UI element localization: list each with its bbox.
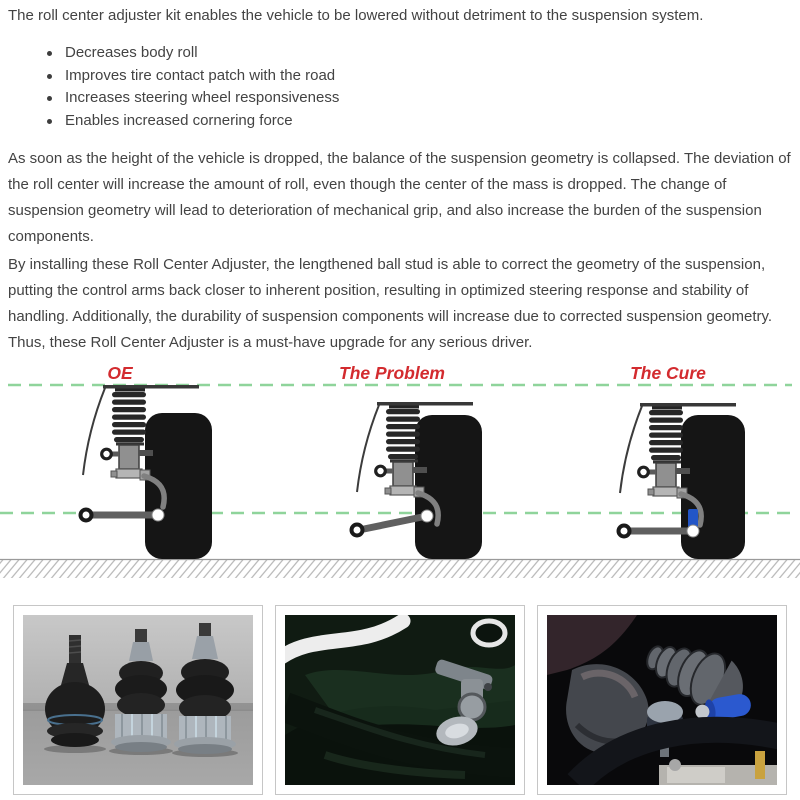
ball-joints-image xyxy=(23,615,253,785)
installed-adjuster-image xyxy=(547,615,777,785)
panel-oe xyxy=(81,385,213,559)
ball-joint xyxy=(687,525,699,537)
intro-paragraph: The roll center adjuster kit enables the vehicle to be lowered without detriment to the suspension system. xyxy=(8,7,704,24)
problem-paragraph: As soon as the height of the vehicle is dropped, the balance of the suspension geometry is collapsed. The deviation of the roll center will increase the amount of roll, even though the center of the mass is dropped. The change of suspension geometry will lead to deterioration of mechanical grip, and also increase the burden of the suspension components. xyxy=(8,150,791,245)
suspension-underside-image xyxy=(285,615,515,785)
photo-installed-adjuster xyxy=(537,605,787,795)
ball-joint xyxy=(152,509,164,521)
panel-problem xyxy=(352,402,483,559)
product-photos xyxy=(0,605,800,795)
pipe-opening xyxy=(473,621,505,645)
benefit-item: Improves tire contact patch with the road xyxy=(65,65,792,88)
benefit-item: Enables increased cornering force xyxy=(65,110,792,133)
photo-oe-suspension xyxy=(275,605,525,795)
tire xyxy=(415,415,482,559)
tire xyxy=(681,415,745,559)
ground-hatch xyxy=(0,560,800,579)
ball-joint xyxy=(421,510,433,522)
diagram-label-cure: The Cure xyxy=(630,363,706,383)
diagram-label-problem: The Problem xyxy=(339,363,445,383)
benefits-list xyxy=(8,42,792,132)
benefit-item: Increases steering wheel responsiveness xyxy=(65,87,792,110)
diagram-label-oe: OE xyxy=(107,363,133,383)
benefit-item: Decreases body roll xyxy=(65,42,792,65)
suspension-geometry-diagram xyxy=(0,360,800,594)
panel-cure xyxy=(619,403,746,559)
photo-ball-joints xyxy=(13,605,263,795)
tire xyxy=(145,413,212,559)
solution-paragraph: By installing these Roll Center Adjuster, the lengthened ball stud is able to correct the geometry of the suspension, putting the control arms back closer to inherent position, resulting in optimized steering response and stability of handling. Additionally, the durability of suspension components will increase due to corrected suspension geometry. Thus, these Roll Center Adjuster is a must-have upgrade for any serious driver. xyxy=(8,256,773,351)
diagram-canvas xyxy=(0,360,800,594)
